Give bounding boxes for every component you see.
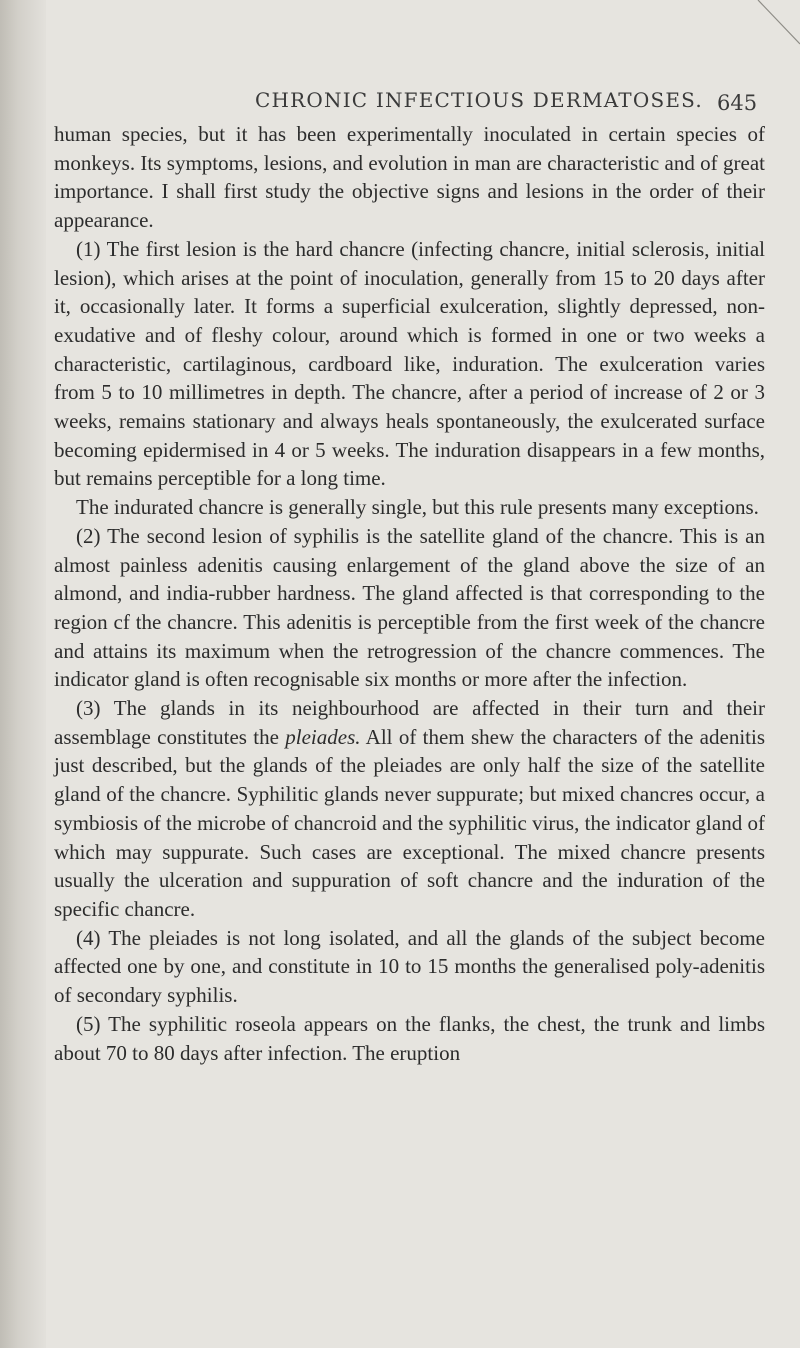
- paragraph: (1) The first lesion is the hard chancre (infecting chancre, initial sclerosis, initial lesion), which arises at the point of inoculation, generally from 15 to 20 days after it, occasionally later. It forms a superficial exulceration, slightly depressed, non-exudative and of fleshy colour, around which is formed in one or two weeks a characteristic, cartilaginous, cardboard like, induration. The exulceration varies from 5 to 10 millimetres in depth. The chancre, after a period of increase of 2 or 3 weeks, remains stationary and always heals spontaneously, the exulcerated surface becoming epidermised in 4 or 5 weeks. The induration disappears in a few months, but remains perceptible for a long time.: [54, 236, 765, 491]
- paragraph: (4) The pleiades is not long isolated, and all the glands of the subject become affected one by one, and constitute in 10 to 15 months the generalised poly-adenitis of secondary syphilis.: [54, 925, 765, 1008]
- paragraph: The indurated chancre is generally single, but this rule presents many exceptions.: [76, 495, 759, 520]
- running-head: CHRONIC INFECTIOUS DERMATOSES.: [255, 88, 703, 112]
- page-header: [0, 88, 800, 118]
- paragraph-text: All of them shew the characters of the adenitis just described, but the glands of the pleiades are only half the size of the satellite gland of the chancre. Syphilitic glands never suppurate; but mixed chancres occur, a symbiosis of the microbe of chancroid and the syphilitic virus, the indicator gland of which may suppurate. Such cases are exceptional. The mixed chancre presents usually the ulceration and suppuration of soft chancre and the induration of the specific chancre.: [54, 724, 765, 921]
- corner-crease: [740, 0, 800, 60]
- paragraph: (5) The syphilitic roseola appears on the flanks, the chest, the trunk and limbs about 70 to 80 days after infection. The eruption: [54, 1011, 765, 1065]
- paragraph: (2) The second lesion of syphilis is the satellite gland of the chancre. This is an almost painless adenitis causing enlargement of the gland above the size of an almond, and india-rubber hardness. The gland affected is that corresponding to the region cf the chancre. This adenitis is perceptible from the first week of the chancre and attains its maximum when the retrogression of the chancre commences. The indicator gland is often recognisable six months or more after the infection.: [54, 523, 765, 692]
- body-text: [54, 120, 765, 1067]
- page-number: 645: [717, 91, 758, 115]
- paragraph: human species, but it has been experimentally inoculated in certain species of monkeys. Its symptoms, lesions, and evolution in man are characteristic and of great importance. I shall first study the objective signs and lesions in the order of their appearance.: [54, 122, 765, 233]
- paragraph: [54, 694, 765, 924]
- binding-shadow: [0, 0, 46, 1348]
- paragraph-text: (3) The glands in its neighbourhood are affected in their turn and their assemblage constitutes the: [54, 696, 765, 749]
- italic-term: pleiades.: [285, 724, 361, 749]
